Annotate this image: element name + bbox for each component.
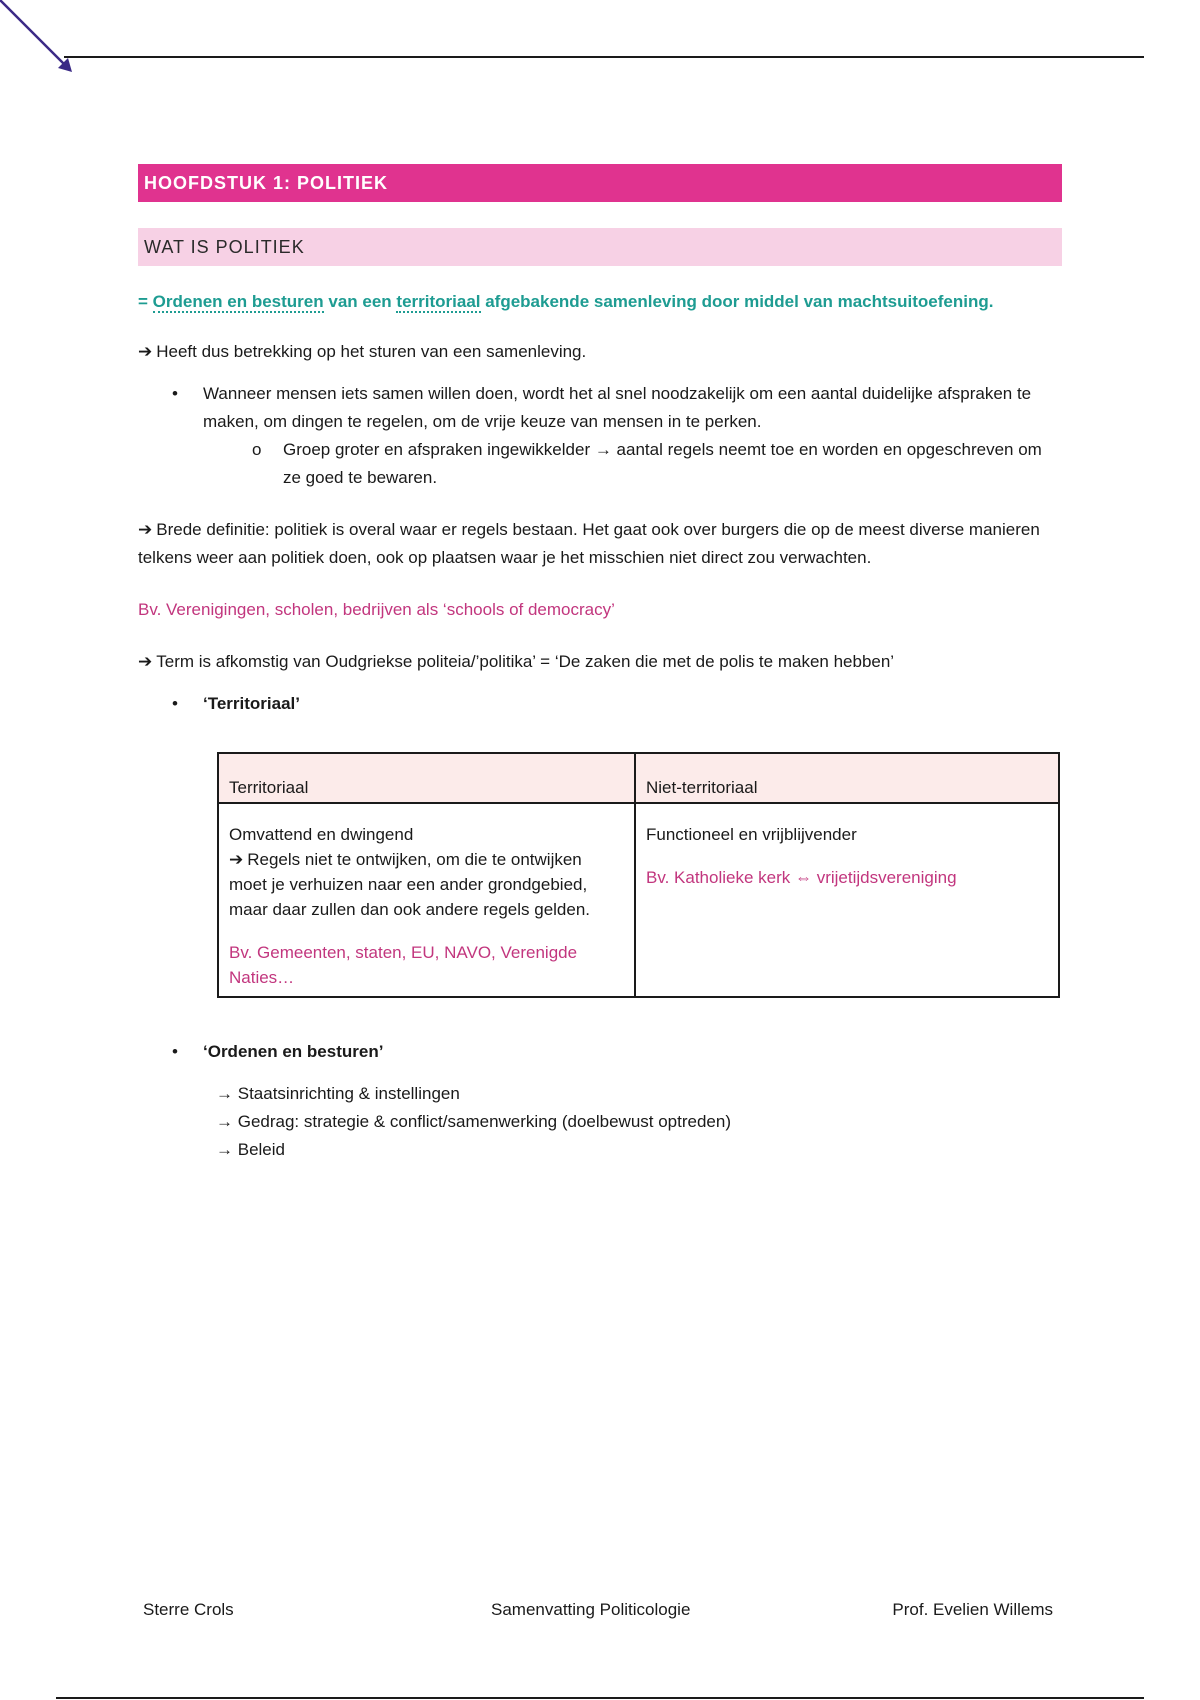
territoriaal-table — [217, 752, 1060, 998]
definition: = Ordenen en besturen van een territoriaal afgebakende samenleving door middel van machtsuitoefening. — [138, 292, 994, 311]
arrow-icon: → — [216, 1084, 233, 1103]
paragraph-term-origin: ➔ Term is afkomstig van Oudgriekse politeia/’politika’ = ‘De zaken die met de polis te maken hebben’ — [138, 652, 895, 671]
arrow-icon: ➔ — [138, 520, 153, 539]
table-header: Territoriaal — [218, 753, 635, 803]
footer-rule — [56, 1697, 1144, 1699]
corner-arrow-icon — [0, 0, 80, 80]
bullet-list — [138, 380, 1062, 492]
page-content — [138, 164, 1062, 1164]
footer-title: Samenvatting Politicologie — [491, 1600, 691, 1619]
arrow-icon: → — [216, 1112, 233, 1131]
arrow-icon: ➔ — [229, 850, 244, 869]
term-ordenen-besturen: Ordenen en besturen — [152, 292, 324, 311]
list-item: • Wanneer mensen iets samen willen doen, wordt het al snel noodzakelijk om een aantal duidelijke afspraken te maken, om dingen te regelen, om de vrije keuze van mensen in te perken. — [138, 380, 1062, 436]
table-header-row — [218, 753, 1059, 803]
header-rule — [64, 56, 1144, 58]
table-cell-territoriaal: Omvattend en dwingend ➔ Regels niet te ontwijken, om die te ontwijken moet je verhuizen naar een ander grondgebied, maar daar zullen dan ook andere regels gelden. Bv. Gemeenten, staten, EU, NAVO, Verenigde Naties… — [218, 803, 635, 997]
list-item: • ‘Ordenen en besturen’ — [138, 1038, 1062, 1066]
example-verenigingen: Bv. Verenigingen, scholen, bedrijven als ‘schools of democracy’ — [138, 600, 615, 619]
table-row — [218, 803, 1059, 997]
table-cell-niet-territoriaal: Functioneel en vrijblijvender Bv. Katholieke kerk ⇔ vrijetijdsvereniging — [635, 803, 1059, 997]
table-header: Niet-territoriaal — [635, 753, 1059, 803]
bullet-icon: • — [172, 384, 178, 403]
bullet-icon: • — [172, 694, 178, 713]
paragraph-brede-definitie: ➔ Brede definitie: politiek is overal waar er regels bestaan. Het gaat ook over burgers die op de meest diverse manieren telkens weer aan politiek doen, ook op plaatsen waar je het misschien niet direct zou verwachten. — [138, 520, 1040, 567]
list-item: → Gedrag: strategie & conflict/samenwerking (doelbewust optreden) — [216, 1112, 731, 1131]
arrow-list — [138, 1080, 1062, 1164]
list-item: • ‘Territoriaal’ — [138, 690, 1062, 718]
bullet-list-ordenen — [138, 1038, 1062, 1066]
section-heading: WAT IS POLITIEK — [138, 228, 1062, 266]
sub-bullet-icon: o — [252, 440, 262, 459]
arrow-icon: → — [216, 1140, 233, 1159]
footer-author: Sterre Crols — [143, 1600, 234, 1619]
list-item: → Staatsinrichting & instellingen — [216, 1084, 460, 1103]
chapter-heading: HOOFDSTUK 1: POLITIEK — [138, 164, 1062, 202]
bullet-list-territoriaal — [138, 690, 1062, 718]
bullet-icon: • — [172, 1042, 178, 1061]
paragraph-sturen: ➔ Heeft dus betrekking op het sturen van een samenleving. — [138, 342, 587, 361]
term-territoriaal: territoriaal — [396, 292, 481, 311]
arrow-icon: ➔ — [138, 652, 153, 671]
arrow-icon: ➔ — [138, 342, 153, 361]
sub-list-item: o Groep groter en afspraken ingewikkelder → aantal regels neemt toe en worden en opgeschreven om ze goed te bewaren. — [138, 436, 1062, 492]
list-item: → Beleid — [216, 1140, 285, 1159]
footer-professor: Prof. Evelien Willems — [892, 1600, 1053, 1619]
